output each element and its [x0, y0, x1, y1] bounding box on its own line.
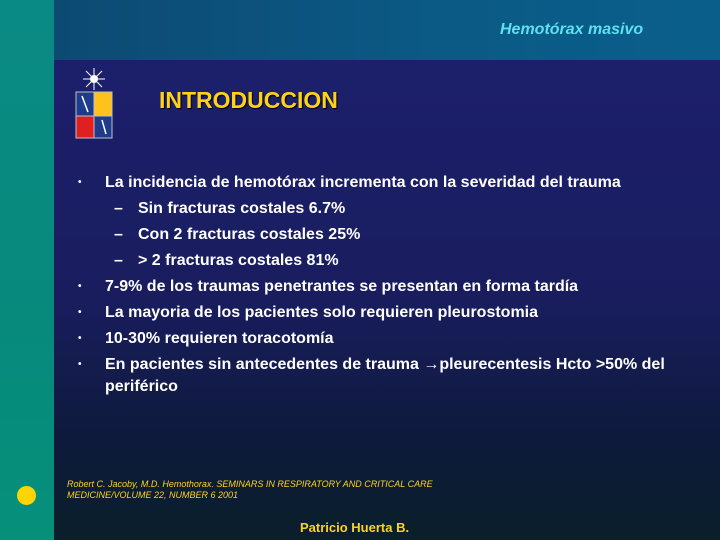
dash-marker: – — [114, 252, 123, 269]
university-crest-icon — [72, 66, 116, 142]
bullet-marker: • — [78, 359, 82, 370]
list-subitem-text: > 2 fracturas costales 81% — [138, 252, 339, 269]
list-subitem-text: Con 2 fracturas costales 25% — [138, 226, 361, 243]
slide-title: INTRODUCCION — [159, 87, 338, 113]
list-item-text: 10-30% requieren toracotomía — [105, 330, 334, 347]
bullet-marker: • — [78, 333, 82, 344]
list-item — [78, 328, 688, 350]
list-subitem-text: Sin fracturas costales 6.7% — [138, 200, 346, 217]
bullet-list — [78, 172, 688, 402]
yellow-dot-icon — [17, 486, 36, 505]
list-item — [78, 354, 688, 398]
citation-reference: Robert C. Jacoby, M.D. Hemothorax. SEMINARS IN RESPIRATORY AND CRITICAL CARE MEDICINE/VOLUME 22, NUMBER 6 2001 — [67, 479, 433, 500]
bullet-marker: • — [78, 281, 82, 292]
header-title: Hemotórax masivo — [500, 21, 644, 38]
dash-marker: – — [114, 200, 123, 217]
list-item-text: 7-9% de los traumas penetrantes se presentan en forma tardía — [105, 278, 579, 295]
list-item-text: La mayoria de los pacientes solo requieren pleurostomia — [105, 304, 539, 321]
list-item — [78, 276, 688, 298]
list-subitem — [78, 250, 688, 272]
author-name: Patricio Huerta B. — [300, 520, 410, 535]
left-sidebar-band — [0, 0, 54, 540]
dash-marker: – — [114, 226, 123, 243]
list-item — [78, 302, 688, 324]
list-subitem — [78, 198, 688, 220]
list-subitem — [78, 224, 688, 246]
bullet-marker: • — [78, 307, 82, 318]
list-item — [78, 172, 688, 194]
bullet-marker: • — [78, 177, 82, 188]
list-item-text: En pacientes sin antecedentes de trauma →pleurecentesis Hcto >50% del periférico — [105, 356, 665, 395]
list-item-text: La incidencia de hemotórax incrementa con la severidad del trauma — [105, 174, 621, 191]
